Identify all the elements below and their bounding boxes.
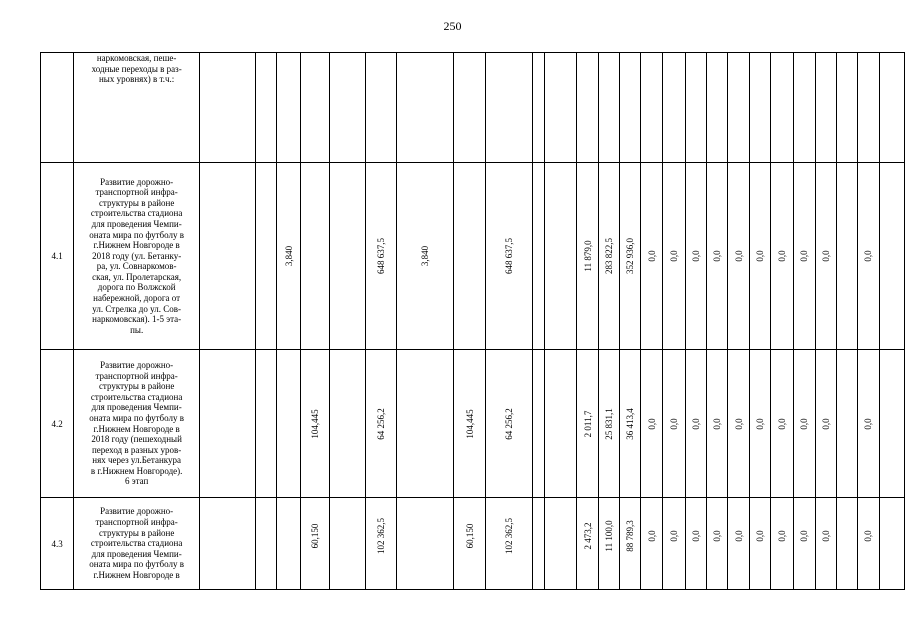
value-text: 0,0 [799, 417, 810, 430]
value-cell [858, 53, 879, 163]
value-cell [486, 163, 532, 350]
value-cell [329, 350, 366, 498]
value-text: 0,0 [733, 250, 744, 262]
value-text: 0,0 [777, 250, 788, 262]
value-text: 102 362,5 [504, 518, 515, 555]
value-text: 0,0 [691, 417, 702, 430]
value-cell [707, 163, 728, 350]
value-cell [366, 350, 397, 498]
value-cell [815, 53, 836, 163]
value-cell [771, 163, 794, 350]
value-cell [544, 498, 577, 590]
description-line: г.Нижнем Новгороде в [93, 569, 180, 580]
value-cell [200, 350, 256, 498]
value-cell [200, 498, 256, 590]
value-cell [453, 350, 486, 498]
description-line: структуры в районе [98, 381, 175, 392]
value-text: 25 831,1 [603, 407, 614, 440]
value-cell [794, 53, 815, 163]
value-cell [256, 53, 277, 163]
description-line: дорога по Волжской [97, 282, 176, 293]
value-cell [577, 350, 598, 498]
value-cell [544, 163, 577, 350]
value-text: 0,0 [863, 417, 874, 430]
value-text: 88 789,3 [625, 520, 636, 552]
value-text: 0,0 [668, 530, 679, 542]
value-cell [397, 498, 453, 590]
value-text: 0,0 [820, 250, 831, 262]
value-cell [544, 53, 577, 163]
description-line: в г.Нижнем Новгороде). [90, 465, 183, 476]
value-cell [366, 163, 397, 350]
value-cell [858, 350, 879, 498]
description-line: для проведения Чемпи- [91, 218, 182, 229]
value-cell [641, 53, 662, 163]
value-cell [707, 498, 728, 590]
value-cell [532, 163, 544, 350]
value-cell [662, 350, 685, 498]
value-cell [397, 163, 453, 350]
value-cell [771, 350, 794, 498]
page-number: 250 [443, 19, 462, 33]
value-cell [685, 53, 706, 163]
description-line: нях через ул.Бетанкура [92, 455, 182, 466]
description-line: транспортной инфра- [95, 187, 178, 198]
value-cell [707, 350, 728, 498]
value-cell [749, 53, 770, 163]
value-text: 0,0 [754, 250, 765, 262]
value-text: 0,0 [777, 530, 788, 542]
value-cell [329, 498, 366, 590]
value-text: 104,445 [309, 408, 320, 439]
value-cell [300, 53, 329, 163]
value-text: 0,0 [754, 530, 765, 542]
value-cell [707, 53, 728, 163]
value-cell [641, 350, 662, 498]
description-line: для проведения Чемпи- [91, 402, 182, 413]
description-line: 2018 году (пешеходный [91, 434, 182, 445]
value-text: 0,0 [646, 530, 657, 542]
value-cell [300, 163, 329, 350]
value-cell [794, 498, 815, 590]
value-text: 283 822,5 [603, 238, 614, 274]
value-text: 0,0 [646, 250, 657, 262]
value-text: 0,0 [733, 417, 744, 430]
row-description [74, 53, 200, 163]
value-cell [836, 350, 857, 498]
value-cell [256, 350, 277, 498]
value-cell [598, 53, 619, 163]
description-line: 2018 году (ул. Бетанку- [92, 250, 182, 261]
value-cell [453, 53, 486, 163]
value-cell [662, 53, 685, 163]
description-line: Развитие дорожно- [100, 359, 174, 370]
table-row [41, 53, 905, 163]
value-cell [486, 350, 532, 498]
value-cell [641, 498, 662, 590]
value-text: 102 362,5 [376, 518, 387, 555]
value-cell [277, 53, 300, 163]
value-cell [598, 163, 619, 350]
value-cell [879, 163, 905, 350]
value-cell [277, 350, 300, 498]
value-cell [300, 498, 329, 590]
value-text: 0,0 [863, 250, 874, 262]
value-text: 36 413,4 [625, 407, 636, 440]
value-cell [256, 163, 277, 350]
description-line: 6 этап [124, 476, 149, 487]
row-description [74, 498, 200, 590]
value-text: 0,0 [712, 417, 723, 430]
description-line: набережной, дорога от [93, 293, 181, 304]
value-cell [728, 163, 749, 350]
value-cell [641, 163, 662, 350]
value-cell [836, 53, 857, 163]
value-text: 2 473,2 [582, 522, 593, 550]
description-line: наркомовская). 1-5 эта- [92, 314, 182, 325]
value-cell [879, 350, 905, 498]
value-text: 0,0 [799, 530, 810, 542]
value-cell [453, 498, 486, 590]
value-text: 648 637,5 [376, 238, 387, 274]
row-description [74, 163, 200, 350]
value-text: 3,840 [283, 245, 294, 267]
description-line: ходные переходы в раз- [91, 63, 182, 74]
description-line: ул. Стрелка до ул. Сов- [92, 303, 181, 314]
description-line: оната мира по футболу в [89, 229, 184, 240]
value-cell [879, 53, 905, 163]
value-cell [685, 350, 706, 498]
value-text: 0,0 [691, 250, 702, 262]
value-text: 0,0 [691, 530, 702, 542]
value-text: 3,840 [420, 245, 431, 267]
value-cell [728, 498, 749, 590]
value-cell [771, 53, 794, 163]
value-cell [836, 163, 857, 350]
value-cell [397, 53, 453, 163]
description-line: ская, ул. Пролетарская, [92, 271, 182, 282]
row-number: 4.1 [41, 163, 74, 350]
value-cell [366, 498, 397, 590]
table-row [41, 163, 905, 350]
value-cell [577, 163, 598, 350]
value-cell [329, 53, 366, 163]
row-number: 4.2 [41, 350, 74, 498]
description-line: транспортной инфра- [95, 517, 178, 528]
value-text: 0,0 [820, 417, 831, 430]
value-cell [749, 350, 770, 498]
value-cell [200, 163, 256, 350]
value-text: 0,0 [863, 530, 874, 542]
value-cell [685, 498, 706, 590]
value-cell [749, 163, 770, 350]
value-cell [300, 350, 329, 498]
value-cell [598, 498, 619, 590]
value-cell [200, 53, 256, 163]
description-line: оната мира по футболу в [89, 412, 184, 423]
value-cell [277, 163, 300, 350]
value-cell [858, 498, 879, 590]
value-cell [532, 350, 544, 498]
value-cell [620, 350, 641, 498]
value-cell [771, 498, 794, 590]
value-cell [794, 350, 815, 498]
description-line: строительства стадиона [90, 538, 183, 549]
value-text: 60,150 [464, 523, 475, 549]
description-line: ных уровнях) в т.ч.: [98, 74, 175, 85]
value-cell [620, 163, 641, 350]
description-line: структуры в районе [98, 527, 175, 538]
budget-table [40, 52, 905, 590]
value-cell [256, 498, 277, 590]
value-cell [329, 163, 366, 350]
value-cell [620, 498, 641, 590]
description-line: строительства стадиона [90, 391, 183, 402]
description-line: переход в разных уров- [91, 444, 182, 455]
value-text: 60,150 [309, 523, 320, 549]
value-text: 64 256,2 [376, 407, 387, 440]
value-text: 0,0 [777, 417, 788, 430]
description-line: г.Нижнем Новгороде в [93, 240, 180, 251]
value-cell [728, 53, 749, 163]
value-text: 0,0 [754, 417, 765, 430]
value-text: 0,0 [712, 530, 723, 542]
value-text: 0,0 [799, 250, 810, 262]
value-cell [815, 350, 836, 498]
value-text: 0,0 [646, 417, 657, 430]
value-text: 0,0 [668, 417, 679, 430]
description-line: пы. [130, 324, 144, 335]
row-description [74, 350, 200, 498]
description-line: Развитие дорожно- [100, 176, 174, 187]
row-number [41, 53, 74, 163]
value-text: 352 936,0 [625, 238, 636, 274]
description-line: г.Нижнем Новгороде в [93, 423, 180, 434]
value-text: 0,0 [820, 530, 831, 542]
value-cell [728, 350, 749, 498]
value-cell [858, 163, 879, 350]
value-text: 2 011,7 [582, 410, 593, 437]
value-cell [486, 53, 532, 163]
value-cell [815, 163, 836, 350]
value-cell [532, 53, 544, 163]
description-line: Развитие дорожно- [100, 506, 174, 517]
value-cell [577, 498, 598, 590]
description-line: наркомовская, пеше- [96, 53, 177, 63]
value-cell [366, 53, 397, 163]
value-cell [397, 350, 453, 498]
description-line: строительства стадиона [90, 208, 183, 219]
table-row [41, 350, 905, 498]
description-line: ра, ул. Совнаркомов- [96, 261, 177, 272]
description-line: транспортной инфра- [95, 370, 178, 381]
value-cell [532, 498, 544, 590]
value-text: 11 879,0 [582, 240, 593, 272]
value-text: 0,0 [712, 250, 723, 262]
value-cell [598, 350, 619, 498]
value-text: 64 256,2 [504, 407, 515, 440]
row-number: 4.3 [41, 498, 74, 590]
value-cell [662, 163, 685, 350]
value-cell [577, 53, 598, 163]
value-cell [453, 163, 486, 350]
value-text: 0,0 [733, 530, 744, 542]
value-text: 0,0 [668, 250, 679, 262]
value-cell [749, 498, 770, 590]
value-cell [544, 350, 577, 498]
table-row [41, 498, 905, 590]
value-text: 648 637,5 [504, 238, 515, 274]
value-text: 11 100,0 [603, 520, 614, 552]
description-line: структуры в районе [98, 197, 175, 208]
value-cell [486, 498, 532, 590]
description-line: оната мира по футболу в [89, 559, 184, 570]
value-cell [277, 498, 300, 590]
value-cell [794, 163, 815, 350]
value-text: 104,445 [464, 408, 475, 439]
value-cell [879, 498, 905, 590]
value-cell [685, 163, 706, 350]
value-cell [815, 498, 836, 590]
description-line: для проведения Чемпи- [91, 548, 182, 559]
value-cell [836, 498, 857, 590]
value-cell [662, 498, 685, 590]
value-cell [620, 53, 641, 163]
